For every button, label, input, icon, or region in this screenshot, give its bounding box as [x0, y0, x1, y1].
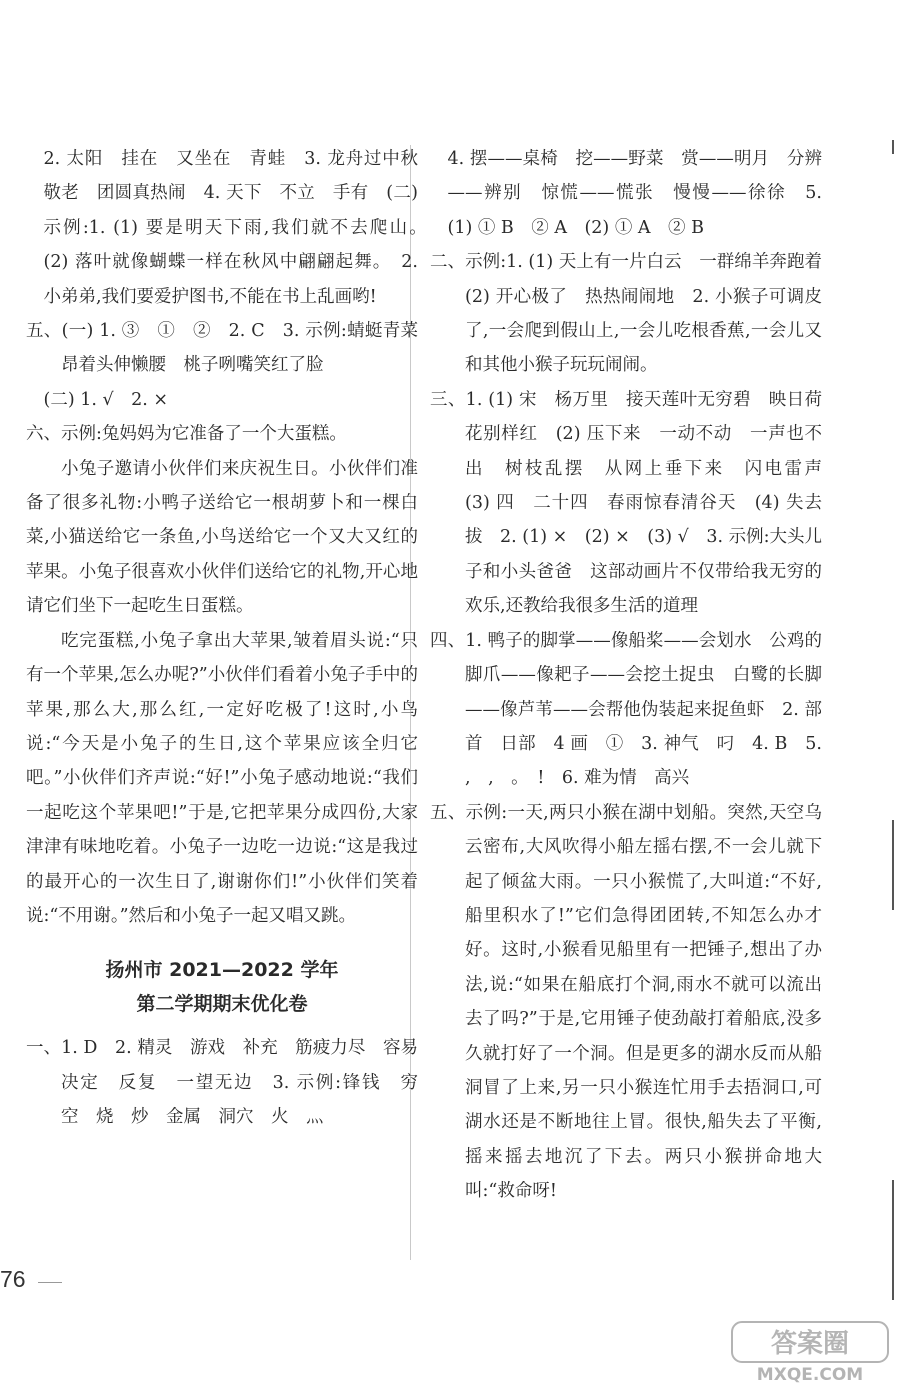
- answer-paragraph: 五、(一) 1. ③ ① ② 2. C 3. 示例:蜻蜓青菜昂着头伸懒腰 桃子咧嘴笑红了脸: [26, 321, 418, 376]
- answer-paragraph: 五、示例:一天,两只小猴在湖中划船。突然,天空乌云密布,大风吹得小船左摇右摆,不一会儿就下起了倾盆大雨。一只小猴慌了,大叫道:“不好,船里积水了!”它们急得团团转,不知怎么办才好。这时,小猴看见船里有一把锤子,想出了办法,说:“如果在船底打个洞,雨水不就可以流出去了吗?”于是,它用锤子使劲敲打着船底,没多久就打好了一个洞。但是更多的湖水反而从船洞冒了上来,另一只小猴连忙用手去捂洞口,可湖水还是不断地往上冒。很快,船失去了平衡,摇来摇去地沉了下去。两只小猴拼命地大叫:“救命呀!: [430, 802, 822, 1202]
- watermark-title: 答案圈: [770, 1329, 850, 1359]
- story-paragraph: 吃完蛋糕,小兔子拿出大苹果,皱着眉头说:“只有一个苹果,怎么办呢?”小伙伴们看着小兔子手中的苹果,那么大,那么红,一定好吃极了!这时,小鸟说:“今天是小兔子的生日,这个苹果应该全归它吧。”小伙伴们齐声说:“好!”小兔子感动地说:“我们一起吃这个苹果吧!”于是,它把苹果分成四份,大家津津有味地吃着。小兔子一边吃一边说:“这是我过的最开心的一次生日了,谢谢你们!”小伙伴们笑着说:“不用谢。”然后和小兔子一起又唱又跳。: [26, 630, 418, 926]
- section-title-line-1: 扬州市 2021—2022 学年: [105, 959, 339, 982]
- answer-paragraph: 2. 太阳 挂在 又坐在 青蛙 3. 龙舟过中秋 敬老 团圆真热闹 4. 天下 不立 手有 (二) 示例:1. (1) 要是明天下雨,我们就不去爬山。 (2) 落叶就像蝴蝶一样在秋风中翩翩起舞。 2. 小弟弟,我们要爱护图书,不能在书上乱画哟!: [43, 149, 436, 307]
- section-title-line-2: 第二学期期末优化卷: [136, 993, 308, 1016]
- page-number: 76: [0, 1266, 26, 1292]
- answer-paragraph: 四、1. 鸭子的脚掌——像船桨——会划水 公鸡的脚爪——像耙子——会挖土捉虫 白鹭的长脚——像芦苇——会帮他伪装起来捉鱼虾 2. 部首 日部 4 画 ① 3. 神气 叼 4. B 5. , , 。 ! 6. 难为情 高兴: [430, 630, 828, 789]
- watermark-url: MXQE.COM: [756, 1365, 864, 1384]
- answer-paragraph: 六、示例:兔妈妈为它准备了一个大蛋糕。: [26, 424, 347, 445]
- exam-section-title: [26, 953, 418, 1021]
- answer-paragraph: (二) 1. √ 2. ×: [43, 389, 169, 410]
- binding-edge-mark: [892, 140, 894, 154]
- page-number-rule: [38, 1282, 62, 1283]
- answer-paragraph: 二、示例:1. (1) 天上有一片白云 一群绵羊奔跑着 (2) 开心极了 热热闹闹地 2. 小猴子可调皮了,一会爬到假山上,一会儿吃根香蕉,一会儿又和其他小猴子玩玩闹闹。: [430, 252, 840, 376]
- watermark-logo: [730, 1318, 890, 1384]
- left-column: [26, 142, 436, 1135]
- answer-paragraph: 4. 摆——桌椅 挖——野菜 赏——明月 分辨——辨别 惊慌——慌张 慢慢——徐徐 5. (1) ① B ② A (2) ① A ② B: [447, 149, 828, 238]
- binding-edge-mark: [892, 1180, 894, 1300]
- answer-paragraph: 三、1. (1) 宋 杨万里 接天莲叶无穷碧 映日荷花别样红 (2) 压下来 一动不动 一声也不出 树枝乱摆 从网上垂下来 闪电雷声 (3) 四 二十四 春雨惊春清谷天 (4) 失去 拔 2. (1) × (2) × (3) √ 3. 示例:大头儿子和小头爸爸 这部动画片不仅带给我无穷的欢乐,还教给我很多生活的道理: [430, 389, 840, 617]
- answer-paragraph: 一、1. D 2. 精灵 游戏 补充 筋疲力尽 容易 决定 反复 一望无边 3. 示例:锋钱 穷 空 烧 炒 金属 洞穴 火 灬: [26, 1038, 436, 1128]
- binding-edge-mark: [892, 820, 894, 910]
- story-paragraph: 小兔子邀请小伙伴们来庆祝生日。小伙伴们准备了很多礼物:小鸭子送给它一根胡萝卜和一棵白菜,小猫送给它一条鱼,小鸟送给它一个又大又红的苹果。小兔子很喜欢小伙伴们送给它的礼物,开心地请它们坐下一起吃生日蛋糕。: [26, 458, 418, 617]
- right-column: [430, 142, 840, 1209]
